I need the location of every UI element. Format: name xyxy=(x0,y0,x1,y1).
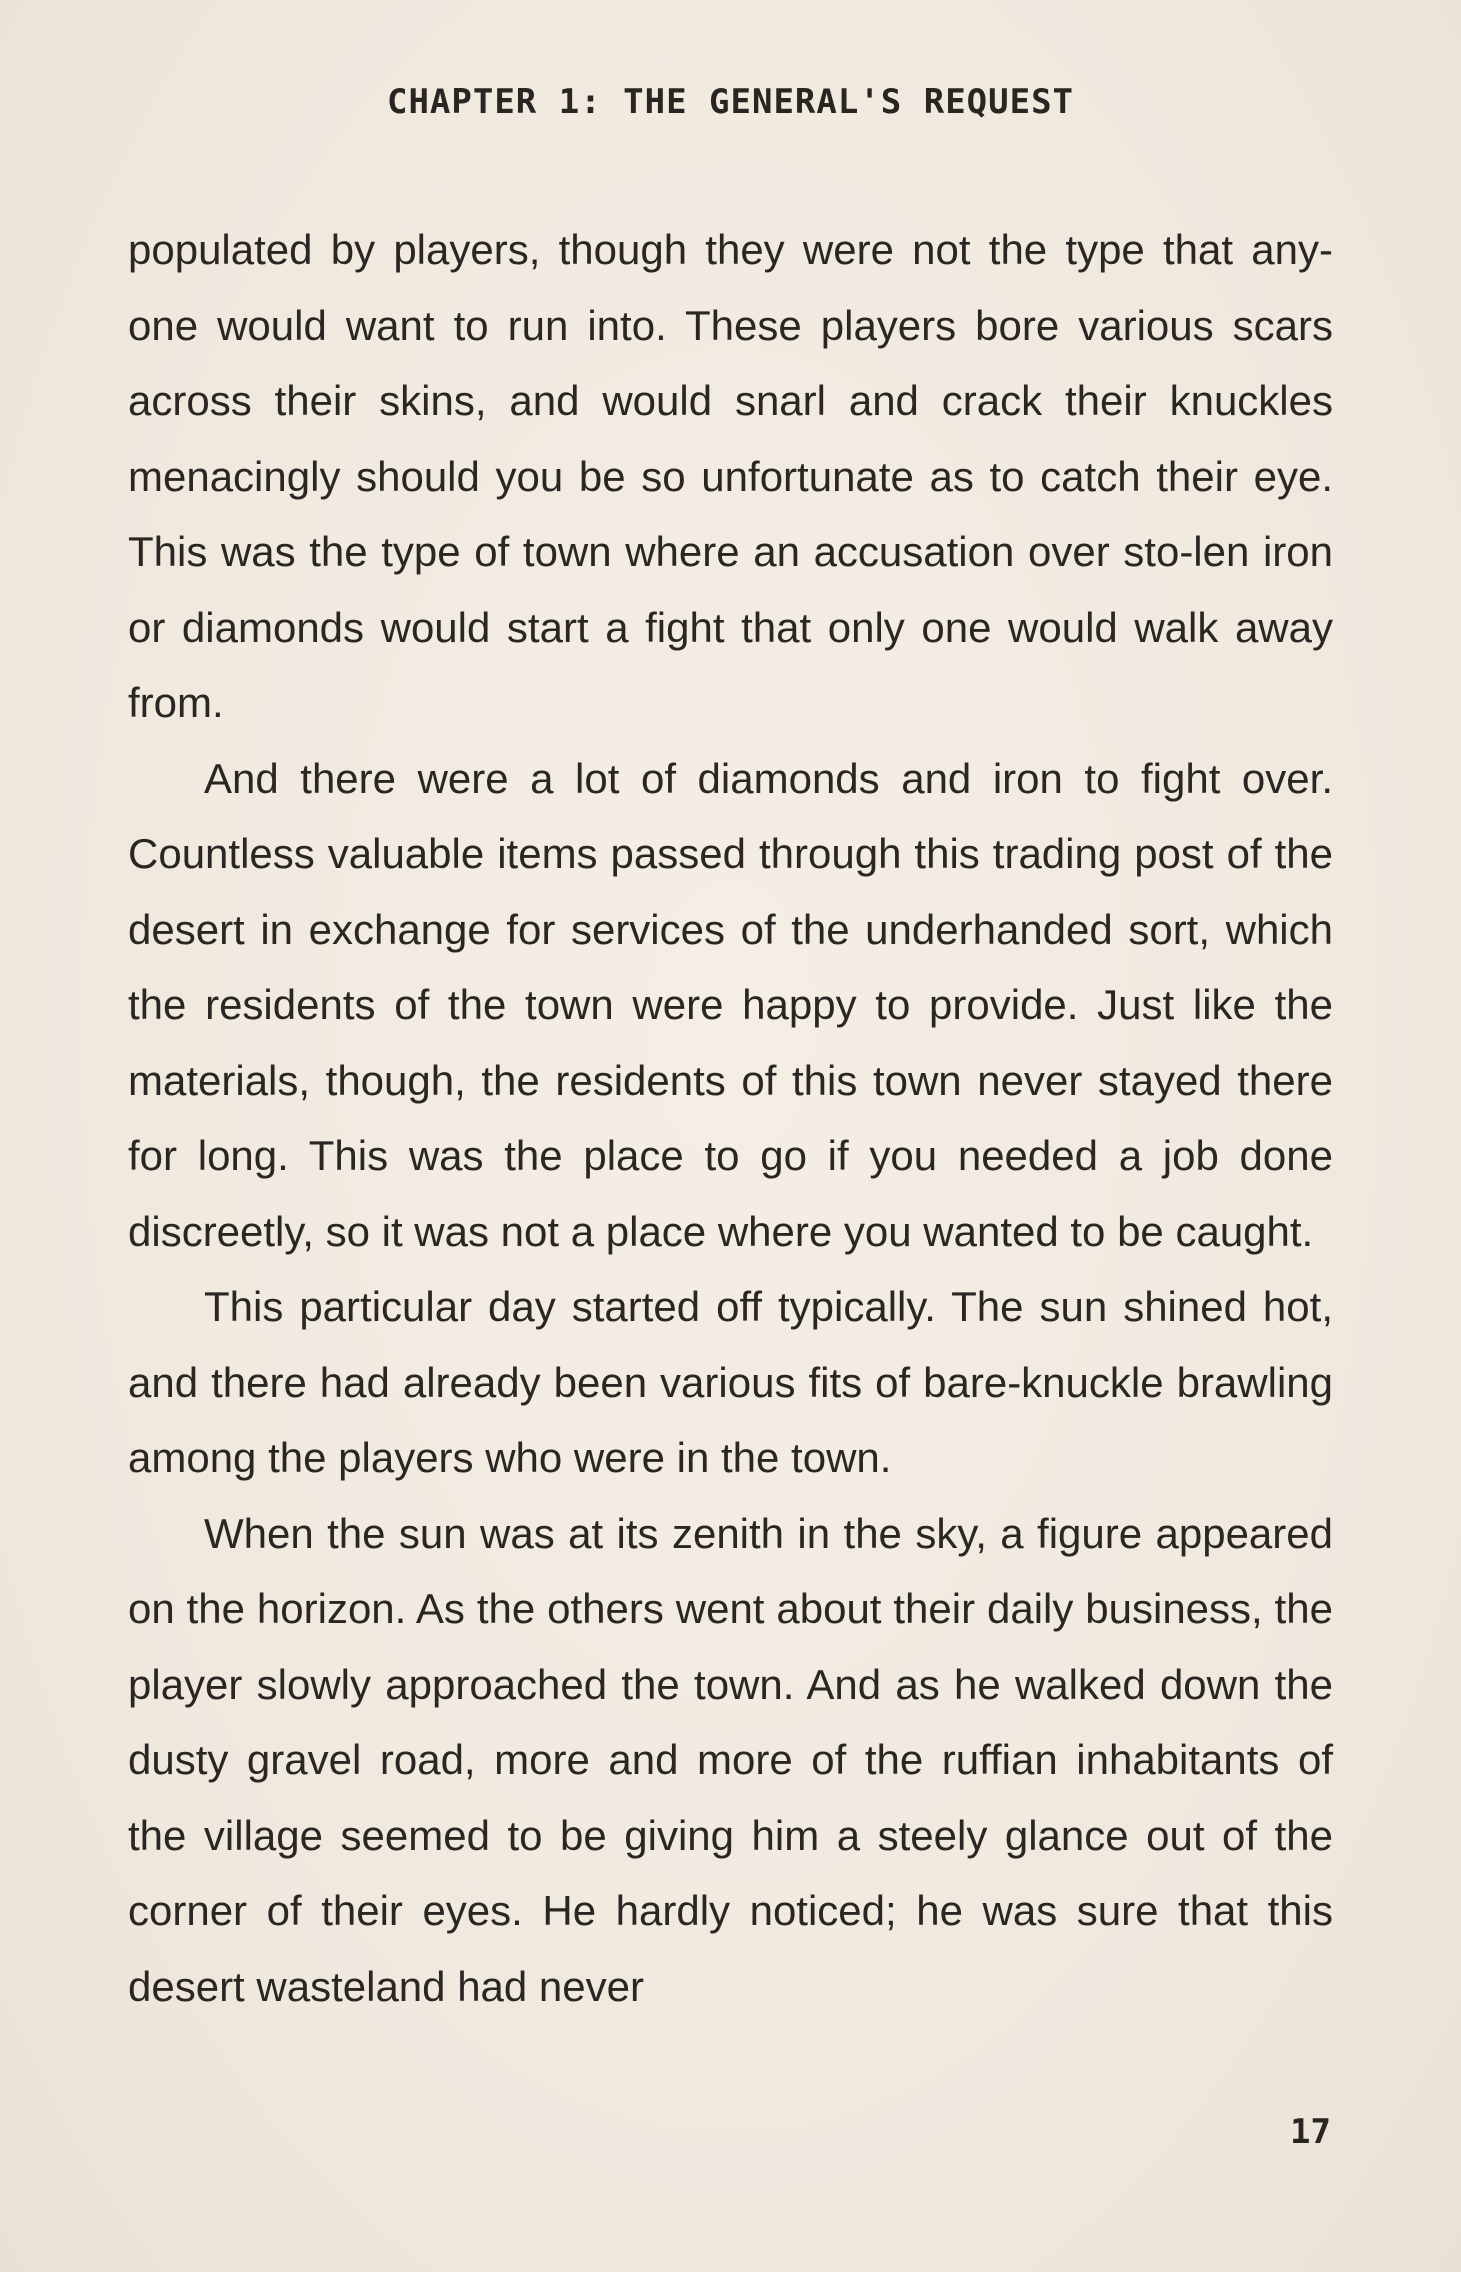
paragraph: When the sun was at its zenith in the sky, a figure appeared on the horizon. As the others went about their daily business, the player slowly approached the town. And as he walked down the dusty gravel road, more and more of the ruffian inhabitants of the village seemed to be giving him a steely glance out of the corner of their eyes. He hardly noticed; he was sure that this desert wasteland had never xyxy=(128,1509,1333,2010)
paragraph: This particular day started off typically. The sun shined hot, and there had already been various fits of bare-knuckle brawling among the players who were in the town. xyxy=(128,1283,1333,1481)
paragraph: And there were a lot of diamonds and iron to fight over. Countless valuable items passed through this trading post of the desert in exchange for services of the underhanded sort, which the residents of the town were happy to provide. Just like the materials, though, the residents of this town never stayed there for long. This was the place to go if you needed a job done discreetly, so it was not a place where you wanted to be caught. xyxy=(128,754,1333,1255)
paragraph: populated by players, though they were not the type that any-one would want to run into. These players bore various scars across their skins, and would snarl and crack their knuckles menacingly should you be so unfortunate as to catch their eye. This was the type of town where an accusation over sto-len iron or diamonds would start a fight that only one would walk away from. xyxy=(128,226,1333,726)
running-head: CHAPTER 1: THE GENERAL'S REQUEST xyxy=(386,82,1075,122)
body-text xyxy=(128,212,1333,2024)
page-number: 17 xyxy=(1290,2112,1331,2152)
